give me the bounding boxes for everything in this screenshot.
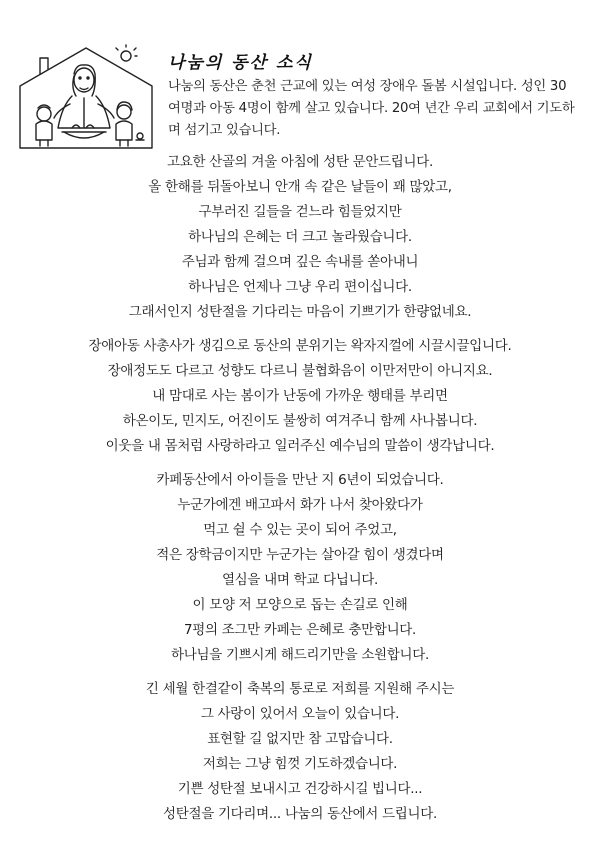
letter-line: 하온이도, 민지도, 어진이도 불쌍히 여겨주니 함께 사나봅니다. bbox=[122, 413, 478, 429]
letter-line: 고요한 산골의 겨울 아침에 성탄 문안드립니다. bbox=[166, 154, 434, 170]
letter-line: 성탄절을 기다리며... 나눔의 동산에서 드립니다. bbox=[162, 806, 437, 822]
stanza-children bbox=[0, 334, 600, 459]
letter-line: 이 모양 저 모양으로 돕는 손길로 인해 bbox=[192, 597, 408, 613]
letter-line: 하나님은 언제나 그냥 우리 편이십니다. bbox=[188, 279, 412, 295]
letter-line: 장애아동 사총사가 생김으로 동산의 분위기는 왁자지껄에 시끌시끌입니다. bbox=[88, 338, 512, 354]
letter-line: 저희는 그냥 힘껏 기도하겠습니다. bbox=[202, 756, 398, 772]
intro-paragraph: 나눔의 동산은 춘천 근교에 있는 여성 장애우 돌봄 시설입니다. 성인 30여명과 아동 4명이 함께 살고 있습니다. 20여 년간 우리 교회에서 기도하며 섬기고 있습니다. bbox=[168, 79, 575, 138]
letter-line: 그래서인지 성탄절을 기다리는 마음이 기쁘기가 한량없네요. bbox=[128, 304, 472, 320]
letter-line: 그 사랑이 있어서 오늘이 있습니다. bbox=[200, 706, 400, 722]
stanza-cafe bbox=[0, 468, 600, 668]
stanza-thanks bbox=[0, 677, 600, 827]
newsletter-title: 나눔의 동산 소식 bbox=[168, 53, 313, 73]
letter-line: 내 맘대로 사는 봄이가 난동에 가까운 행태를 부리면 bbox=[152, 388, 448, 404]
letter-line: 카페동산에서 아이들을 만난 지 6년이 되었습니다. bbox=[156, 472, 444, 488]
letter-line: 긴 세월 한결같이 축복의 통로로 저희를 지원해 주시는 bbox=[145, 681, 455, 697]
letter-line: 먹고 쉴 수 있는 곳이 되어 주었고, bbox=[203, 522, 397, 538]
letter-line: 기쁜 성탄절 보내시고 건강하시길 빕니다... bbox=[177, 781, 423, 797]
letter-line: 구부러진 길들을 걷느라 힘들었지만 bbox=[198, 204, 402, 220]
letter-line: 열심을 내며 학교 다닙니다. bbox=[221, 572, 379, 588]
stanza-christmas-greeting bbox=[0, 150, 600, 325]
letter-line: 7평의 조그만 카페는 은혜로 충만합니다. bbox=[183, 622, 417, 638]
letter-line: 올 한해를 뒤돌아보니 안개 속 같은 날들이 꽤 많았고, bbox=[148, 179, 452, 195]
letter-line: 장애정도도 다르고 성향도 다르니 불협화음이 이만저만이 아니지요. bbox=[107, 363, 493, 379]
illustration-jesus-with-children bbox=[14, 44, 164, 152]
letter-line: 누군가에겐 배고파서 화가 나서 찾아왔다가 bbox=[177, 497, 423, 513]
letter-line: 표현할 길 없지만 참 고맙습니다. bbox=[207, 731, 393, 747]
letter-line: 적은 장학금이지만 누군가는 살아갈 힘이 생겼다며 bbox=[156, 547, 444, 563]
letter-line: 하나님을 기쁘시게 해드리기만을 소원합니다. bbox=[170, 647, 430, 663]
letter-line: 하나님의 은혜는 더 크고 놀라웠습니다. bbox=[188, 229, 412, 245]
letter-line: 이웃을 내 몸처럼 사랑하라고 일러주신 예수님의 말씀이 생각납니다. bbox=[105, 438, 495, 454]
letter-body bbox=[0, 150, 600, 836]
letter-line: 주님과 함께 걸으며 깊은 속내를 쏟아내니 bbox=[181, 254, 419, 270]
